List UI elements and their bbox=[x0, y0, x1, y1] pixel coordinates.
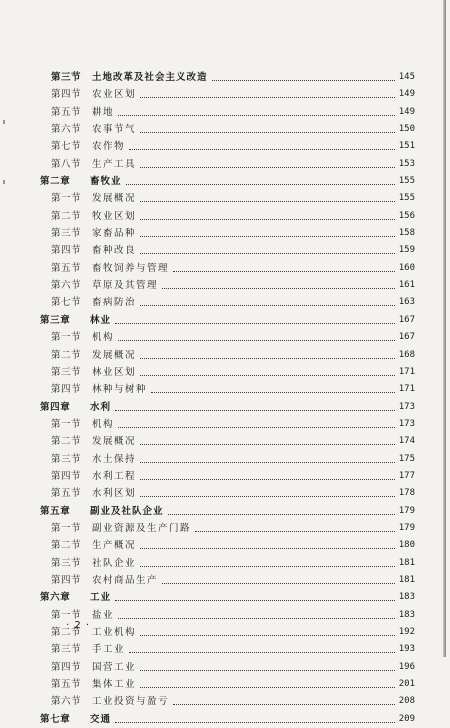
toc-entry-label: 第五节 bbox=[51, 262, 82, 274]
scan-edge-mark bbox=[3, 180, 5, 184]
toc-entry-label: 第二节 bbox=[51, 627, 82, 638]
dot-leader bbox=[173, 704, 395, 705]
toc-entry-page: 183 bbox=[398, 592, 415, 603]
dot-leader bbox=[140, 687, 395, 688]
toc-section-row bbox=[0, 676, 450, 693]
toc-entry-label: 第五节 bbox=[51, 488, 82, 500]
toc-entry-title: 农业区划 bbox=[92, 89, 137, 101]
toc-entry-label: 第四节 bbox=[51, 470, 82, 482]
toc-entry-page: 171 bbox=[398, 366, 415, 377]
toc-entry-page: 174 bbox=[398, 436, 415, 447]
toc-entry-title: 农事节气 bbox=[92, 124, 137, 136]
toc-entry-page: 175 bbox=[398, 453, 415, 464]
toc-entry-title: 副业及社队企业 bbox=[90, 505, 164, 517]
toc-entry-page: 183 bbox=[398, 609, 415, 620]
toc-entry-page: 149 bbox=[398, 106, 415, 117]
toc-entry-page: 196 bbox=[398, 661, 415, 672]
page-number: · 2 · bbox=[66, 620, 91, 631]
toc-entry-label: 第四节 bbox=[51, 89, 82, 101]
toc-entry-label: 第四节 bbox=[51, 245, 82, 257]
toc-entry-page: 181 bbox=[398, 557, 415, 568]
dot-leader bbox=[140, 253, 395, 254]
toc-entry-label: 第三章 bbox=[40, 314, 71, 326]
toc-entry-title: 水利工程 bbox=[92, 470, 137, 482]
toc-entry-title: 牧业区划 bbox=[92, 210, 137, 222]
toc-entry-label: 第二节 bbox=[51, 540, 82, 552]
toc-entry-page: 151 bbox=[398, 141, 415, 152]
toc-entry-label: 第一节 bbox=[51, 418, 82, 430]
toc-entry-page: 167 bbox=[398, 314, 415, 325]
toc-entry-title: 工业 bbox=[90, 592, 112, 604]
toc-entry-title: 林种与树种 bbox=[92, 384, 148, 396]
toc-section-row bbox=[0, 520, 450, 537]
dot-leader bbox=[162, 288, 395, 289]
toc-entry-page: 155 bbox=[398, 193, 415, 204]
toc-entry-page: 158 bbox=[398, 228, 415, 239]
toc-entry-page: 168 bbox=[398, 349, 415, 360]
dot-leader bbox=[140, 548, 395, 549]
toc-entry-title: 畜牧饲养与管理 bbox=[92, 262, 170, 274]
book-spine-edge bbox=[443, 0, 446, 657]
toc-entry-label: 第三节 bbox=[51, 557, 82, 569]
toc-entry-label: 第八节 bbox=[51, 158, 82, 170]
toc-section-row bbox=[0, 242, 450, 259]
toc-entry-title: 发展概况 bbox=[92, 349, 137, 361]
dot-leader bbox=[118, 427, 395, 428]
toc-entry-title: 畜牧业 bbox=[90, 176, 122, 188]
toc-entry-page: 160 bbox=[398, 262, 415, 273]
toc-section-row bbox=[0, 347, 450, 364]
toc-section-row bbox=[0, 381, 450, 398]
toc-section-row bbox=[0, 433, 450, 450]
toc-entry-label: 第一节 bbox=[51, 522, 82, 534]
dot-leader bbox=[140, 444, 395, 445]
toc-entry-page: 153 bbox=[398, 158, 415, 169]
dot-leader bbox=[140, 305, 395, 306]
toc-section-row bbox=[0, 277, 450, 294]
toc-section-row bbox=[0, 260, 450, 277]
toc-entry-page: 156 bbox=[398, 210, 415, 221]
toc-chapter-row bbox=[0, 503, 450, 520]
toc-entry-title: 副业资源及生产门路 bbox=[92, 522, 192, 534]
toc-entry-page: 181 bbox=[398, 574, 415, 585]
dot-leader bbox=[212, 80, 395, 81]
toc-entry-title: 发展概况 bbox=[92, 193, 137, 205]
toc-entry-page: 145 bbox=[398, 72, 415, 82]
toc-entry-title: 机构 bbox=[92, 332, 115, 344]
toc-chapter-row bbox=[0, 173, 450, 190]
toc-entry-label: 第七节 bbox=[51, 297, 82, 309]
toc-entry-title: 农作物 bbox=[92, 141, 126, 153]
scan-edge-mark bbox=[3, 120, 5, 124]
toc-section-row bbox=[0, 364, 450, 381]
dot-leader bbox=[162, 583, 395, 584]
toc-entry-title: 耕地 bbox=[92, 106, 115, 118]
toc-entry-page: 155 bbox=[398, 176, 415, 187]
toc-entry-page: 177 bbox=[398, 470, 415, 481]
dot-leader bbox=[140, 670, 395, 671]
toc-entry-title: 发展概况 bbox=[92, 436, 137, 448]
toc-entry-label: 第三节 bbox=[51, 228, 82, 240]
toc-entry-page: 159 bbox=[398, 245, 415, 256]
dot-leader bbox=[140, 97, 395, 98]
toc-entry-label: 第四节 bbox=[51, 574, 82, 586]
toc-entry-title: 生产工具 bbox=[92, 158, 137, 170]
toc-entry-page: 173 bbox=[398, 418, 415, 429]
dot-leader bbox=[140, 375, 395, 376]
toc-entry-label: 第三节 bbox=[51, 453, 82, 465]
dot-leader bbox=[168, 514, 395, 515]
toc-entry-page: 173 bbox=[398, 401, 415, 412]
dot-leader bbox=[173, 271, 395, 272]
toc-entry-title: 机构 bbox=[92, 418, 115, 430]
toc-entry-title: 家畜品种 bbox=[92, 228, 137, 240]
toc-entry-label: 第四章 bbox=[40, 401, 71, 413]
toc-entry-title: 水土保持 bbox=[92, 453, 137, 465]
toc-entry-label: 第三节 bbox=[51, 72, 82, 83]
toc-section-row bbox=[0, 294, 450, 311]
toc-entry-page: 201 bbox=[398, 679, 415, 690]
toc-entry-label: 第二节 bbox=[51, 436, 82, 448]
toc-section-row bbox=[0, 104, 450, 121]
dot-leader bbox=[140, 167, 395, 168]
toc-section-row bbox=[0, 693, 450, 710]
dot-leader bbox=[118, 618, 395, 619]
toc-section-row bbox=[0, 555, 450, 572]
dot-leader bbox=[118, 115, 395, 116]
dot-leader bbox=[140, 462, 395, 463]
toc-entry-label: 第五节 bbox=[51, 106, 82, 118]
toc-entry-label: 第二节 bbox=[51, 210, 82, 222]
toc-entry-page: 161 bbox=[398, 280, 415, 291]
toc-entry-page: 171 bbox=[398, 384, 415, 395]
toc-section-row bbox=[0, 641, 450, 658]
dot-leader bbox=[140, 635, 395, 636]
toc-entry-title: 土地改革及社会主义改造 bbox=[92, 72, 208, 83]
toc-entry-title: 水利 bbox=[90, 401, 112, 413]
toc-entry-page: 150 bbox=[398, 124, 415, 135]
toc-section-row bbox=[0, 485, 450, 502]
toc-section-row bbox=[0, 659, 450, 676]
dot-leader bbox=[140, 219, 395, 220]
toc-section-row bbox=[0, 572, 450, 589]
dot-leader bbox=[129, 652, 395, 653]
toc-entry-title: 集体工业 bbox=[92, 679, 137, 691]
toc-entry-label: 第二章 bbox=[40, 176, 71, 188]
toc-chapter-row bbox=[0, 312, 450, 329]
toc-section-row bbox=[0, 190, 450, 207]
toc-entry-label: 第二节 bbox=[51, 349, 82, 361]
toc-entry-page: 179 bbox=[398, 505, 415, 516]
toc-entry-label: 第一节 bbox=[51, 193, 82, 205]
toc-entry-title: 畜病防治 bbox=[92, 297, 137, 309]
toc-entry-title: 林业 bbox=[90, 314, 112, 326]
toc-entry-page: 179 bbox=[398, 522, 415, 533]
toc-entry-label: 第六章 bbox=[40, 592, 71, 604]
toc-entry-label: 第四节 bbox=[51, 384, 82, 396]
dot-leader bbox=[140, 132, 395, 133]
toc-entry-label: 第三节 bbox=[51, 366, 82, 378]
toc-entry-label: 第六节 bbox=[51, 124, 82, 136]
dot-leader bbox=[129, 149, 395, 150]
toc-section-row bbox=[0, 468, 450, 485]
toc-entry-title: 工业机构 bbox=[92, 627, 137, 638]
toc-entry-title: 草原及其管理 bbox=[92, 280, 159, 292]
dot-leader bbox=[140, 496, 395, 497]
toc-entry-title: 盐业 bbox=[92, 609, 115, 621]
dot-leader bbox=[115, 722, 395, 723]
dot-leader bbox=[140, 358, 395, 359]
toc-section-row bbox=[0, 86, 450, 103]
toc-entry-page: 180 bbox=[398, 540, 415, 551]
toc-entry-label: 第五节 bbox=[51, 679, 82, 691]
toc-section-row bbox=[0, 138, 450, 155]
dot-leader bbox=[118, 340, 395, 341]
toc-entry-page: 163 bbox=[398, 297, 415, 308]
toc-chapter-row bbox=[0, 589, 450, 606]
toc-entry-page: 149 bbox=[398, 89, 415, 100]
toc-entry-label: 第五章 bbox=[40, 505, 71, 517]
toc-entry-title: 国营工业 bbox=[92, 661, 137, 673]
dot-leader bbox=[115, 410, 395, 411]
toc-entry-page: 208 bbox=[398, 696, 415, 707]
toc-entry-label: 第一节 bbox=[51, 332, 82, 344]
toc-entry-title: 社队企业 bbox=[92, 557, 137, 569]
toc-entry-page: 167 bbox=[398, 332, 415, 343]
toc-entry-label: 第七章 bbox=[40, 713, 71, 725]
toc-entry-page: 209 bbox=[398, 713, 415, 724]
dot-leader bbox=[126, 184, 395, 185]
dot-leader bbox=[115, 600, 395, 601]
toc-entry-label: 第四节 bbox=[51, 661, 82, 673]
toc-entry-title: 生产概况 bbox=[92, 540, 137, 552]
toc-entry-title: 林业区划 bbox=[92, 366, 137, 378]
toc-chapter-row bbox=[0, 399, 450, 416]
dot-leader bbox=[140, 201, 395, 202]
dot-leader bbox=[140, 236, 395, 237]
toc-entry-label: 第一节 bbox=[51, 609, 82, 621]
toc-section-row bbox=[0, 156, 450, 173]
dot-leader bbox=[151, 392, 395, 393]
toc-section-row bbox=[0, 416, 450, 433]
toc-entry-title: 畜种改良 bbox=[92, 245, 137, 257]
toc-entry-page: 178 bbox=[398, 488, 415, 499]
toc-entry-label: 第七节 bbox=[51, 141, 82, 153]
toc-section-row bbox=[0, 121, 450, 138]
toc-chapter-row bbox=[0, 711, 450, 728]
toc-entry-label: 第三节 bbox=[51, 644, 82, 656]
toc-section-row bbox=[0, 537, 450, 554]
toc-entry-title: 水利区划 bbox=[92, 488, 137, 500]
toc-entry-title: 交通 bbox=[90, 713, 112, 725]
toc-section-row bbox=[0, 225, 450, 242]
dot-leader bbox=[140, 566, 395, 567]
dot-leader bbox=[195, 531, 395, 532]
toc-entry-page: 192 bbox=[398, 627, 415, 637]
toc-entry-label: 第六节 bbox=[51, 696, 82, 708]
dot-leader bbox=[115, 323, 395, 324]
toc-section-row bbox=[0, 451, 450, 468]
toc-entry-title: 工业投资与盈亏 bbox=[92, 696, 170, 708]
toc-entry-title: 手工业 bbox=[92, 644, 126, 656]
toc-section-row bbox=[0, 208, 450, 225]
toc-section-row bbox=[0, 329, 450, 346]
toc-section-row bbox=[0, 69, 450, 86]
toc-entry-label: 第六节 bbox=[51, 280, 82, 292]
toc-entry-title: 农村商品生产 bbox=[92, 574, 159, 586]
toc-entry-page: 193 bbox=[398, 644, 415, 655]
dot-leader bbox=[140, 479, 395, 480]
